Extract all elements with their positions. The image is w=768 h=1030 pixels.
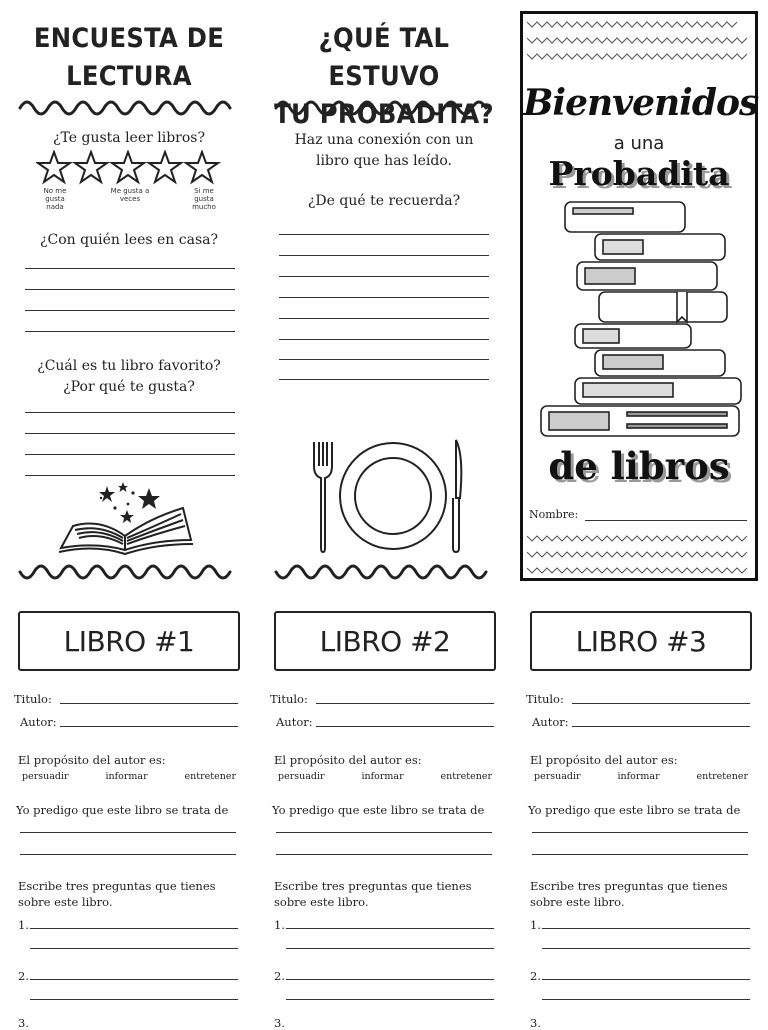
answer-line[interactable] (279, 359, 489, 360)
book-stack-icon (537, 198, 743, 438)
answer-line[interactable] (279, 234, 489, 235)
plate-setting-icon (306, 436, 466, 556)
question-number-1: 1. (18, 918, 29, 932)
star-label-high: Si me gusta mucho (192, 187, 216, 211)
answer-line[interactable] (25, 310, 235, 311)
connection-prompt-line1: Haz una conexión con un (294, 132, 474, 148)
question-favorite-book-line1: ¿Cuál es tu libro favorito? (37, 358, 221, 374)
book-title-box (530, 611, 752, 671)
questions-label (530, 878, 728, 910)
autor-label: Autor: (276, 715, 313, 729)
answer-line[interactable] (279, 276, 489, 277)
book-title-box (18, 611, 240, 671)
answer-line[interactable] (279, 297, 489, 298)
question-read-with: ¿Con quién lees en casa? (40, 232, 218, 248)
answer-line[interactable] (279, 318, 489, 319)
autor-label: Autor: (20, 715, 57, 729)
question-number-1: 1. (274, 918, 285, 932)
questions-label-line2: sobre este libro. (530, 895, 625, 909)
question-number-2: 2. (18, 969, 29, 983)
prediction-label: Yo predigo que este libro se trata de (528, 803, 741, 817)
wavy-divider (18, 564, 240, 582)
questions-label-line2: sobre este libro. (274, 895, 369, 909)
answer-line[interactable] (25, 412, 235, 413)
option-informar[interactable]: informar (361, 771, 404, 782)
question-number-2: 2. (530, 969, 541, 983)
questions-label (274, 878, 472, 910)
answer-line[interactable] (25, 433, 235, 434)
option-persuadir[interactable]: persuadir (534, 771, 581, 782)
star-1 (38, 152, 70, 182)
question-like-books: ¿Te gusta leer libros? (53, 130, 205, 146)
wavy-divider (18, 98, 240, 116)
zigzag-pattern-top (523, 14, 755, 64)
name-label: Nombre: (529, 508, 579, 521)
question-number-3: 3. (274, 1016, 285, 1030)
purpose-options (22, 771, 236, 782)
answer-line[interactable] (20, 832, 236, 833)
wavy-divider (274, 564, 496, 582)
questions-label-line2: sobre este libro. (18, 895, 113, 909)
option-persuadir[interactable]: persuadir (22, 771, 69, 782)
purpose-label: El propósito del autor es: (530, 753, 678, 767)
book-number-title: LIBRO #3 (575, 624, 707, 658)
star-label-mid: Me gusta a veces (110, 187, 150, 203)
prediction-label: Yo predigo que este libro se trata de (16, 803, 229, 817)
reflection-title-line1: ¿QUÉ TAL ESTUVO (318, 23, 450, 92)
question-favorite-book (14, 356, 244, 398)
survey-title-line1: ENCUESTA DE (33, 23, 225, 54)
answer-line[interactable] (25, 331, 235, 332)
question-number-2: 2. (274, 969, 285, 983)
connection-prompt (272, 130, 496, 172)
answer-line[interactable] (30, 979, 238, 980)
answer-line[interactable] (532, 832, 748, 833)
questions-label-line1: Escribe tres preguntas que tienes (530, 879, 728, 893)
star-5 (186, 152, 218, 182)
questions-label-line1: Escribe tres preguntas que tienes (18, 879, 216, 893)
prediction-label: Yo predigo que este libro se trata de (272, 803, 485, 817)
star-label-low: No me gusta nada (43, 187, 67, 211)
option-entretener[interactable]: entretener (440, 771, 492, 782)
reflection-title-line2: TU PROBADITA? (274, 99, 494, 130)
question-favorite-book-line2: ¿Por qué te gusta? (63, 379, 195, 395)
option-entretener[interactable]: entretener (696, 771, 748, 782)
question-reminds: ¿De qué te recuerda? (307, 193, 461, 209)
answer-line[interactable] (542, 948, 750, 949)
answer-line[interactable] (25, 475, 235, 476)
answer-line[interactable] (542, 928, 750, 929)
autor-field[interactable] (316, 726, 494, 727)
questions-label (18, 878, 216, 910)
book-number-title: LIBRO #2 (319, 624, 451, 658)
star-2 (75, 152, 107, 182)
answer-line[interactable] (286, 948, 494, 949)
option-persuadir[interactable]: persuadir (278, 771, 325, 782)
purpose-options (534, 771, 748, 782)
a-una-text: a una (613, 133, 665, 154)
cover-panel (520, 11, 758, 581)
answer-line[interactable] (286, 999, 494, 1000)
star-4 (149, 152, 181, 182)
question-number-3: 3. (18, 1016, 29, 1030)
answer-line[interactable] (279, 255, 489, 256)
survey-title-line2: LECTURA (66, 61, 192, 92)
answer-line[interactable] (532, 854, 748, 855)
answer-line[interactable] (30, 948, 238, 949)
titulo-label: Titulo: (526, 692, 564, 706)
option-entretener[interactable]: entretener (184, 771, 236, 782)
answer-line[interactable] (276, 832, 492, 833)
answer-line[interactable] (286, 979, 494, 980)
question-number-1: 1. (530, 918, 541, 932)
zigzag-pattern-bottom (523, 528, 755, 578)
autor-label: Autor: (532, 715, 569, 729)
answer-line[interactable] (25, 289, 235, 290)
answer-line[interactable] (286, 928, 494, 929)
answer-line[interactable] (542, 999, 750, 1000)
answer-line[interactable] (30, 999, 238, 1000)
purpose-label: El propósito del autor es: (274, 753, 422, 767)
titulo-label: Titulo: (270, 692, 308, 706)
answer-line[interactable] (276, 854, 492, 855)
answer-line[interactable] (25, 454, 235, 455)
wavy-divider (274, 98, 496, 116)
answer-line[interactable] (279, 339, 489, 340)
star-3 (112, 152, 144, 182)
answer-line[interactable] (20, 854, 236, 855)
answer-line[interactable] (25, 268, 235, 269)
purpose-label: El propósito del autor es: (18, 753, 166, 767)
autor-field[interactable] (60, 726, 238, 727)
autor-field[interactable] (572, 726, 750, 727)
answer-line[interactable] (542, 979, 750, 980)
open-book-icon (55, 478, 195, 556)
book-number-title: LIBRO #1 (63, 624, 195, 658)
purpose-options (278, 771, 492, 782)
questions-label-line1: Escribe tres preguntas que tienes (274, 879, 472, 893)
option-informar[interactable]: informar (617, 771, 660, 782)
book-title-box (274, 611, 496, 671)
titulo-field[interactable] (572, 703, 750, 704)
star-rating[interactable] (36, 150, 226, 186)
connection-prompt-line2: libro que has leído. (315, 153, 453, 169)
welcome-script: Bienvenidos (523, 82, 759, 124)
survey-title (20, 20, 238, 96)
answer-line[interactable] (30, 928, 238, 929)
reflection-title (268, 20, 500, 134)
titulo-label: Titulo: (14, 692, 52, 706)
name-field[interactable] (585, 520, 747, 521)
answer-line[interactable] (279, 379, 489, 380)
option-informar[interactable]: informar (105, 771, 148, 782)
question-number-3: 3. (530, 1016, 541, 1030)
probadita-title: Probadita (548, 154, 730, 193)
titulo-field[interactable] (316, 703, 494, 704)
de-libros-title: de libros (548, 444, 730, 488)
titulo-field[interactable] (60, 703, 238, 704)
